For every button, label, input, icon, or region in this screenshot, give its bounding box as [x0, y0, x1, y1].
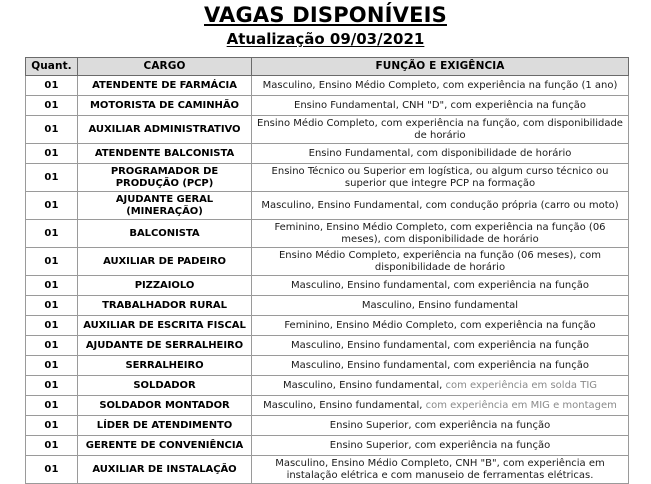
table-body — [26, 76, 629, 484]
vacancy-table — [25, 57, 629, 484]
table-row — [26, 248, 629, 276]
table-header — [26, 58, 629, 76]
cell-quantity: 01 — [26, 96, 78, 116]
cell-role: MOTORISTA DE CAMINHÃO — [78, 96, 252, 116]
column-header-requirements: FUNÇÃO E EXIGÊNCIA — [252, 58, 629, 76]
table-row — [26, 144, 629, 164]
table-row — [26, 96, 629, 116]
cell-role: TRABALHADOR RURAL — [78, 296, 252, 316]
cell-quantity: 01 — [26, 192, 78, 220]
cell-requirements — [252, 296, 629, 316]
cell-quantity: 01 — [26, 436, 78, 456]
cell-quantity: 01 — [26, 376, 78, 396]
requirements-text: Masculino, Ensino Médio Completo, CNH "B", com experiência em instalação elétrica e com manuseio de ferramentas elétricas. — [275, 457, 605, 481]
table-row — [26, 356, 629, 376]
cell-requirements — [252, 248, 629, 276]
cell-quantity: 01 — [26, 116, 78, 144]
cell-quantity: 01 — [26, 164, 78, 192]
cell-role: AUXILIAR DE ESCRITA FISCAL — [78, 316, 252, 336]
requirements-text: Ensino Médio Completo, experiência na função (06 meses), com disponibilidade de horário — [278, 249, 601, 273]
requirements-text: Masculino, Ensino Fundamental, com condução própria (carro ou moto) — [261, 199, 619, 211]
cell-role: GERENTE DE CONVENIÊNCIA — [78, 436, 252, 456]
cell-quantity: 01 — [26, 144, 78, 164]
cell-role: PROGRAMADOR DE PRODUÇÃO (PCP) — [78, 164, 252, 192]
cell-quantity: 01 — [26, 276, 78, 296]
cell-requirements — [252, 316, 629, 336]
requirements-text-secondary: com experiência em solda TIG — [445, 379, 598, 391]
cell-quantity: 01 — [26, 416, 78, 436]
requirements-text: Ensino Fundamental, com disponibilidade de horário — [308, 147, 572, 159]
cell-requirements — [252, 396, 629, 416]
requirements-text: Ensino Superior, com experiência na função — [329, 439, 551, 451]
table-row — [26, 276, 629, 296]
requirements-text: Masculino, Ensino fundamental, com experiência na função — [290, 279, 590, 291]
requirements-text: Ensino Médio Completo, com experiência na função, com disponibilidade de horário — [257, 117, 623, 141]
table-row — [26, 436, 629, 456]
cell-quantity: 01 — [26, 456, 78, 484]
table-row — [26, 396, 629, 416]
cell-role: SOLDADOR — [78, 376, 252, 396]
table-row — [26, 336, 629, 356]
cell-requirements — [252, 276, 629, 296]
cell-role: ATENDENTE BALCONISTA — [78, 144, 252, 164]
table-row — [26, 76, 629, 96]
cell-quantity: 01 — [26, 316, 78, 336]
cell-quantity: 01 — [26, 396, 78, 416]
cell-role: PIZZAIOLO — [78, 276, 252, 296]
cell-role: AJUDANTE GERAL (MINERAÇÃO) — [78, 192, 252, 220]
document-header — [0, 0, 651, 48]
requirements-text: Masculino, Ensino fundamental, — [282, 379, 446, 391]
cell-requirements — [252, 116, 629, 144]
requirements-text: Feminino, Ensino Médio Completo, com experiência na função (06 meses), com disponibilidade de horário — [274, 221, 606, 245]
table-row — [26, 116, 629, 144]
cell-requirements — [252, 96, 629, 116]
cell-role: SOLDADOR MONTADOR — [78, 396, 252, 416]
cell-role: LÍDER DE ATENDIMENTO — [78, 416, 252, 436]
cell-requirements — [252, 220, 629, 248]
cell-quantity: 01 — [26, 356, 78, 376]
requirements-text: Masculino, Ensino Médio Completo, com experiência na função (1 ano) — [262, 79, 618, 91]
cell-requirements — [252, 192, 629, 220]
requirements-text: Ensino Técnico ou Superior em logística, ou algum curso técnico ou superior que integre PCP na formação — [271, 165, 609, 189]
cell-requirements — [252, 456, 629, 484]
requirements-text-secondary: com experiência em MIG e montagem — [425, 399, 617, 411]
cell-role: ATENDENTE DE FARMÁCIA — [78, 76, 252, 96]
table-row — [26, 316, 629, 336]
cell-requirements — [252, 356, 629, 376]
table-row — [26, 376, 629, 396]
table-row — [26, 296, 629, 316]
requirements-text: Feminino, Ensino Médio Completo, com experiência na função — [284, 319, 596, 331]
table-row — [26, 164, 629, 192]
cell-role: AUXILIAR DE INSTALAÇÃO — [78, 456, 252, 484]
cell-requirements — [252, 144, 629, 164]
table-header-row — [26, 58, 629, 76]
cell-requirements — [252, 164, 629, 192]
table-row — [26, 456, 629, 484]
cell-quantity: 01 — [26, 220, 78, 248]
vacancy-table-container — [25, 57, 628, 484]
cell-quantity: 01 — [26, 336, 78, 356]
table-row — [26, 220, 629, 248]
cell-requirements — [252, 376, 629, 396]
cell-role: SERRALHEIRO — [78, 356, 252, 376]
table-row — [26, 416, 629, 436]
cell-role: AUXILIAR ADMINISTRATIVO — [78, 116, 252, 144]
cell-role: BALCONISTA — [78, 220, 252, 248]
cell-role: AUXILIAR DE PADEIRO — [78, 248, 252, 276]
update-date-subtitle: Atualização 09/03/2021 — [226, 30, 425, 49]
requirements-text: Ensino Fundamental, CNH "D", com experiência na função — [294, 99, 586, 111]
cell-requirements — [252, 436, 629, 456]
requirements-text: Masculino, Ensino fundamental, — [263, 399, 426, 411]
requirements-text: Ensino Superior, com experiência na função — [329, 419, 551, 431]
cell-role: AJUDANTE DE SERRALHEIRO — [78, 336, 252, 356]
cell-quantity: 01 — [26, 296, 78, 316]
column-header-quantity: Quant. — [26, 58, 78, 76]
requirements-text: Masculino, Ensino fundamental — [361, 299, 519, 311]
cell-requirements — [252, 76, 629, 96]
requirements-text: Masculino, Ensino fundamental, com experiência na função — [290, 359, 590, 371]
cell-requirements — [252, 336, 629, 356]
column-header-role: CARGO — [78, 58, 252, 76]
page-title: VAGAS DISPONÍVEIS — [204, 3, 447, 27]
table-row — [26, 192, 629, 220]
cell-quantity: 01 — [26, 248, 78, 276]
cell-quantity: 01 — [26, 76, 78, 96]
requirements-text: Masculino, Ensino fundamental, com experiência na função — [290, 339, 590, 351]
cell-requirements — [252, 416, 629, 436]
